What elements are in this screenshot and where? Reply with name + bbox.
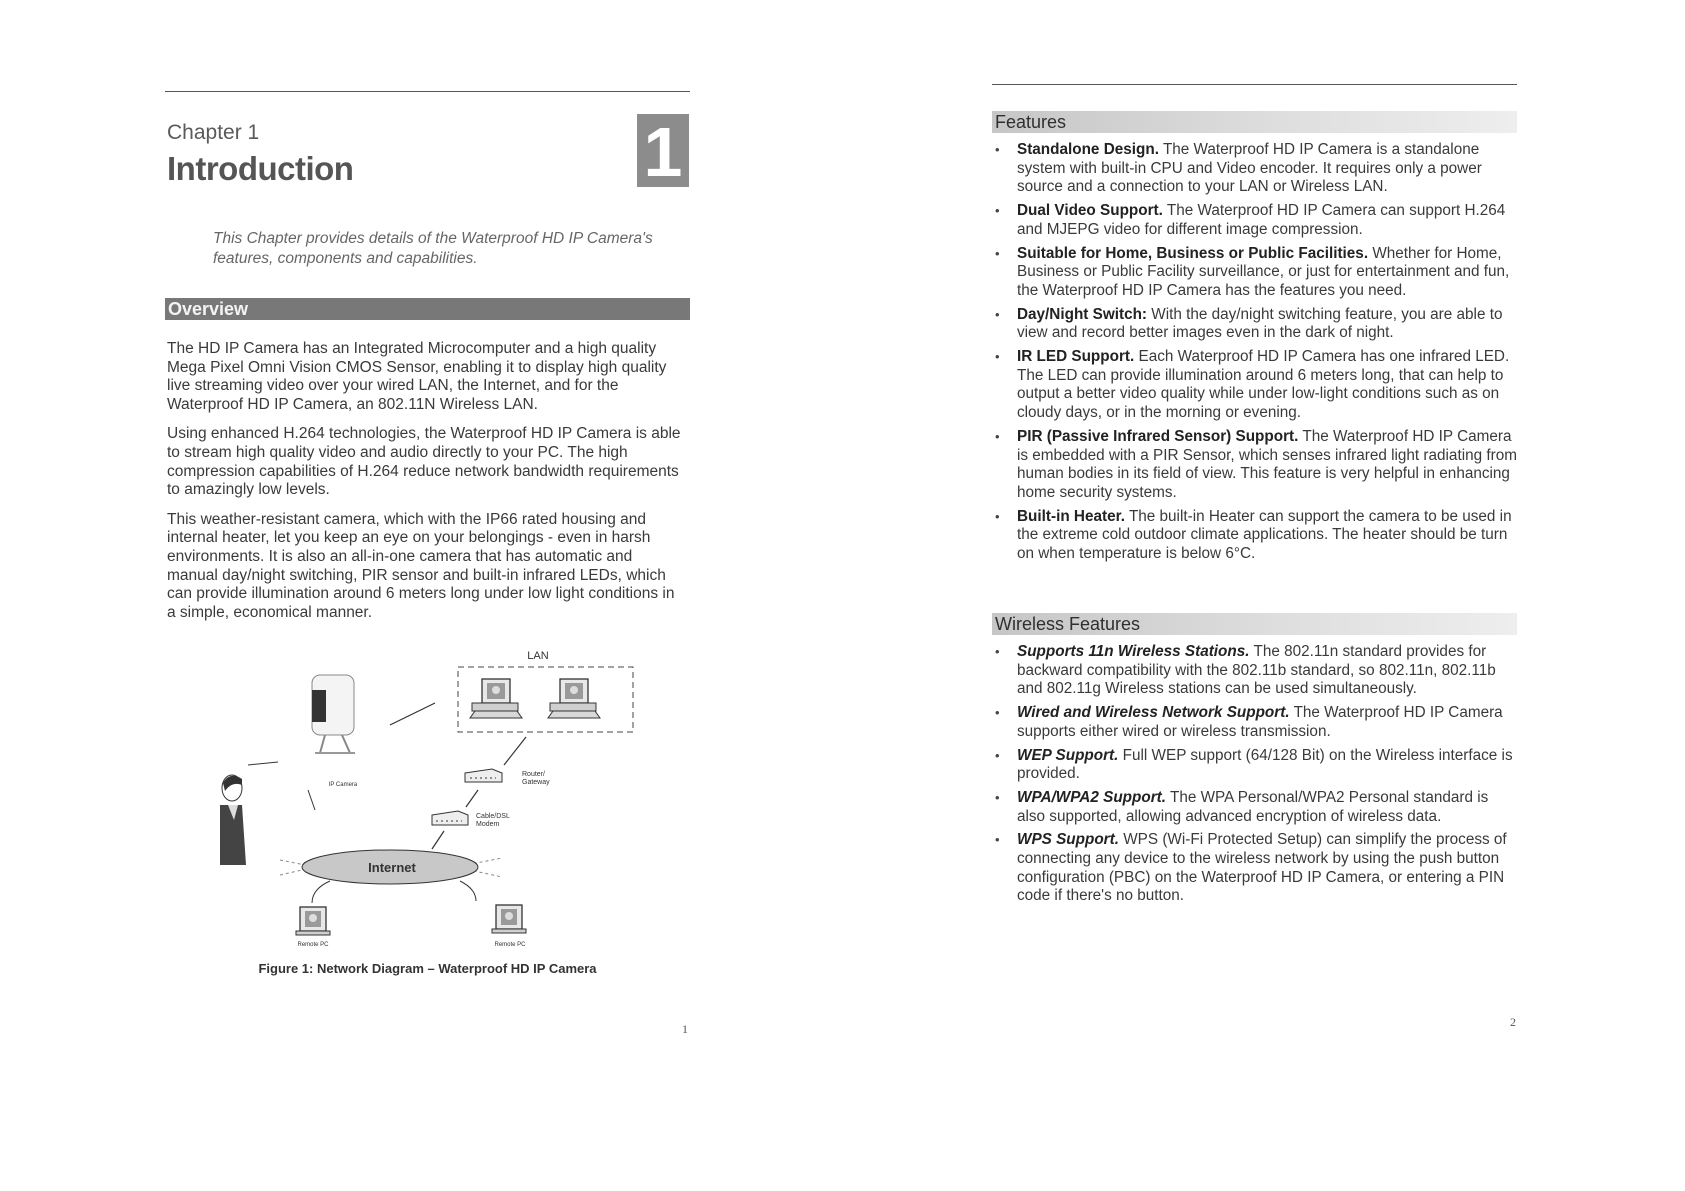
link-line [466,790,478,807]
feature-title: Dual Video Support. [1017,202,1163,220]
remote-pc-label: Remote PC [297,942,329,948]
lan-label: LAN [527,650,549,662]
overview-paragraph: Using enhanced H.264 technologies, the Waterproof HD IP Camera is able to stream high quality video and audio directly to your PC. The high compression capabilities of H.264 reduce network bandwidth requirements to amazingly low levels. [167,425,681,499]
features-heading: Features [992,111,1517,133]
feature-title: Standalone Design. [1017,141,1159,158]
feature-item [992,141,1517,197]
feature-item [992,789,1517,826]
feature-title: Day/Night Switch: [1017,305,1148,323]
feature-text: Whether for Home, Business or Public Facility surveillance, or just for entertainment and fun, the Waterproof HD IP Camera has the features you need. [1017,244,1510,299]
page-number: 1 [682,1022,688,1036]
wireless-features-list [992,643,1517,911]
feature-item [992,508,1517,564]
features-list [992,141,1517,569]
link-line [248,762,278,765]
feature-text: The built-in Heater can support the camera to be used in the extreme cold outdoor climate applications. The heater should be turn on when temperature is below 6°C. [1017,507,1512,563]
lan-computer-icon [548,679,600,718]
internet-label: Internet [368,860,416,875]
feature-text: The 802.11n standard provides for backward compatibility with the 802.11b standard, so 802.11n, 802.11b and 802.11g Wireless stations can be used simultaneously. [1017,643,1496,698]
modem-icon [432,811,468,825]
chapter-summary: This Chapter provides details of the Waterproof HD IP Camera's features, components and capabilities. [213,230,653,267]
ip-camera-label: IP Camera [328,782,358,788]
overview-paragraph: The HD IP Camera has an Integrated Microcomputer and a high quality Mega Pixel Omni Vision CMOS Sensor, enabling it to display high quality live streaming video over your wired LAN, the Internet, and for the Waterproof HD IP Camera, an 802.11N Wireless LAN. [167,340,667,413]
feature-title: Built-in Heater. [1017,507,1125,525]
router-label: Gateway [522,779,550,786]
feature-item [992,428,1517,503]
remote-pc-icon [296,907,330,935]
left-page [0,0,842,1191]
network-diagram [220,645,670,950]
right-page [842,0,1685,1191]
feature-title: WEP Support. [1017,746,1119,764]
feature-text: With the day/night switching feature, you are able to view and record better images even in the dark of night. [1017,305,1503,342]
top-rule [165,91,690,92]
chapter-number-block: 1 [637,114,689,187]
feature-item [992,704,1517,741]
top-rule [992,84,1517,85]
overview-body [167,340,687,633]
feature-title: Suitable for Home, Business or Public Facilities. [1017,244,1369,262]
link-line [390,703,435,725]
feature-item [992,747,1517,784]
modem-label: Cable/DSL [476,813,510,820]
remote-pc-label: Remote PC [494,942,526,948]
ip-camera-icon [312,675,355,753]
link-line [460,881,476,901]
chapter-title: Introduction [167,150,354,187]
feature-text: Each Waterproof HD IP Camera has one infrared LED. The LED can provide illumination around 6 meters long, that can help to output a better video quality while under low-light conditions such as on cloudy days, or in the morning or evening. [1017,348,1510,422]
feature-item [992,306,1517,343]
feature-text: The Waterproof HD IP Camera can support H.264 and MJEPG video for different image compression. [1017,202,1506,238]
feature-item [992,643,1517,699]
figure-caption: Figure 1: Network Diagram – Waterproof HD IP Camera [258,961,597,976]
feature-item [992,831,1517,906]
chapter-label: Chapter 1 [167,121,260,144]
feature-item [992,202,1517,239]
feature-title: WPA/WPA2 Support. [1017,788,1166,806]
feature-text: The Waterproof HD IP Camera is a standalone system with built-in CPU and Video encoder. It requires only a power source and a connection to your LAN or Wireless LAN. [1017,141,1482,196]
person-icon [220,775,246,865]
link-line [308,790,315,810]
overview-heading: Overview [165,298,690,320]
remote-pc-icon [492,905,526,933]
overview-paragraph: This weather-resistant camera, which with the IP66 rated housing and internal heater, let you keep an eye on your belongings - even in harsh environments. It is also an all-in-one camera that has automatic and manual day/night switching, PIR sensor and built-in infrared LEDs, which can provide illumination around 6 meters long under low light conditions in a simple, economical manner. [167,510,675,621]
feature-title: WPS Support. [1017,831,1119,849]
feature-title: Wired and Wireless Network Support. [1017,704,1290,722]
wireless-features-heading: Wireless Features [992,613,1517,635]
feature-title: PIR (Passive Infrared Sensor) Support. [1017,427,1299,445]
feature-text: The WPA Personal/WPA2 Personal standard is also supported, allowing advanced encryption of wireless data. [1017,788,1489,825]
router-icon [465,769,502,782]
router-label: Router/ [522,771,545,778]
modem-label: Modem [476,821,500,828]
feature-item [992,245,1517,301]
link-line [432,831,444,849]
link-line [312,881,330,903]
feature-text: Full WEP support (64/128 Bit) on the Wireless interface is provided. [1017,746,1513,783]
page-number: 2 [1510,1015,1516,1029]
feature-item [992,348,1517,423]
feature-text: The Waterproof HD IP Camera supports either wired or wireless transmission. [1017,704,1503,740]
link-line [504,737,526,765]
feature-title: Supports 11n Wireless Stations. [1017,643,1250,660]
feature-title: IR LED Support. [1017,348,1135,366]
feature-text: The Waterproof HD IP Camera is embedded with a PIR Sensor, which senses infrared light radiating from human bodies in its field of view. This feature is very helpful in enhancing home security systems. [1017,427,1517,501]
feature-text: WPS (Wi-Fi Protected Setup) can simplify the process of connecting any device to the wireless network by using the push button configuration (PBC) on the Waterproof HD IP Camera, or entering a PIN code if there's no button. [1017,831,1507,905]
lan-computer-icon [470,679,522,718]
